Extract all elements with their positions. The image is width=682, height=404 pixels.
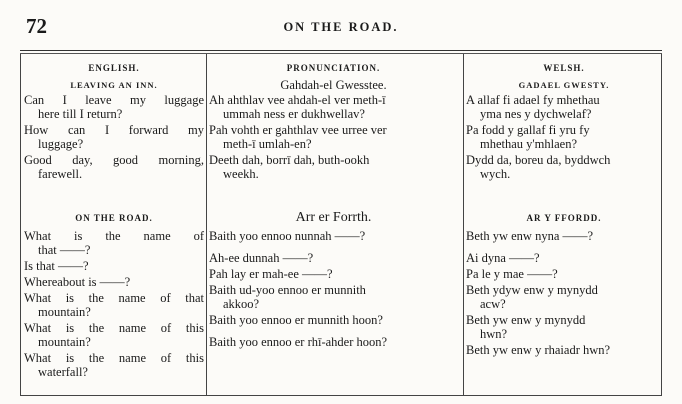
- phrase-line: yma nes y dychwelaf?: [480, 107, 592, 121]
- phrase-line: mountain?: [38, 305, 91, 319]
- phrase-line: Dydd da, boreu da, byddwch: [466, 153, 611, 167]
- section-heading: AR Y FFORDD.: [526, 213, 602, 223]
- phrase-line: Baith yoo ennoo er munnith hoon?: [209, 313, 383, 327]
- phrase-line: What is the name of: [24, 229, 204, 243]
- phrase-line: waterfall?: [38, 365, 88, 379]
- phrase-line: meth-ī umlah-en?: [223, 137, 312, 151]
- phrase-entry: [209, 251, 458, 265]
- section-heading: Gahdah-el Gwesstee.: [280, 78, 387, 92]
- phrase-line: that ——?: [38, 243, 91, 257]
- phrase-line: Pah vohth er gahthlav vee urree ver: [209, 123, 387, 137]
- running-head: ON THE ROAD.: [283, 20, 399, 34]
- phrase-line: mountain?: [38, 335, 91, 349]
- phrase-line: Beth yw enw y rhaiadr hwn?: [466, 343, 611, 357]
- column-rule: [20, 54, 21, 395]
- page-number: 72: [26, 14, 47, 38]
- phrase-entry: [24, 259, 204, 273]
- phrase-entry: [466, 283, 662, 311]
- phrase-entry: [24, 351, 204, 379]
- phrase-line: luggage?: [38, 137, 84, 151]
- english-column: [24, 56, 204, 395]
- phrase-line: ummah ness er dukhwellav?: [223, 107, 365, 121]
- phrase-line: Pa le y mae ——?: [466, 267, 558, 281]
- phrase-entry: [209, 123, 458, 151]
- phrase-entry: [24, 123, 204, 151]
- phrase-line: farewell.: [38, 167, 83, 181]
- phrase-line: mhethau y'mhlaen?: [480, 137, 578, 151]
- phrase-line: Beth yw enw nyna ——?: [466, 229, 594, 243]
- phrase-line: Good day, good morning,: [24, 153, 204, 167]
- phrase-line: Is that ——?: [24, 259, 89, 273]
- phrase-entry: [24, 229, 204, 257]
- phrase-entry: [24, 93, 204, 121]
- phrase-entry: [466, 153, 662, 181]
- section-heading: LEAVING AN INN.: [70, 80, 158, 90]
- column-heading: PRONUNCIATION.: [286, 63, 381, 73]
- phrase-entry: [24, 321, 204, 349]
- section-heading: GADAEL GWESTY.: [518, 80, 610, 90]
- phrase-entry: [466, 267, 662, 281]
- phrase-entry: [24, 153, 204, 181]
- pronunciation-column: [209, 56, 458, 395]
- phrase-entry: [209, 93, 458, 121]
- phrase-line: Pa fodd y gallaf fi yru fy: [466, 123, 590, 137]
- column-heading: ENGLISH.: [88, 63, 140, 73]
- phrase-line: Ah ahthlav vee ahdah-el ver meth-ī: [209, 93, 386, 107]
- phrase-entry: [209, 267, 458, 281]
- phrase-line: weekh.: [223, 167, 259, 181]
- phrase-line: acw?: [480, 297, 506, 311]
- phrase-entry: [24, 275, 204, 289]
- phrase-line: hwn?: [480, 327, 508, 341]
- phrase-line: Baith yoo ennoo er rhī-ahder hoon?: [209, 335, 388, 349]
- section-heading: Arr er Forrth.: [295, 210, 372, 225]
- phrase-line: Whereabout is ——?: [24, 275, 131, 289]
- phrase-line: here till I return?: [38, 107, 123, 121]
- phrase-entry: [466, 93, 662, 121]
- phrase-entry: [209, 313, 458, 333]
- phrase-line: Baith ud-yoo ennoo er munnith: [209, 283, 366, 297]
- phrase-entry: [24, 291, 204, 319]
- table-bottom-rule: [20, 395, 662, 396]
- page-header: [26, 14, 656, 38]
- phrase-line: Beth yw enw y mynydd: [466, 313, 586, 327]
- phrase-entry: [209, 229, 458, 249]
- phrase-line: How can I forward my: [24, 123, 204, 137]
- phrase-line: akkoo?: [223, 297, 260, 311]
- phrase-line: Baith yoo ennoo nunnah ——?: [209, 229, 366, 243]
- phrase-line: Deeth dah, borrī dah, buth-ookh: [209, 153, 370, 167]
- phrase-line: What is the name of this: [24, 351, 204, 365]
- phrase-line: wych.: [480, 167, 511, 181]
- phrase-entry: [209, 283, 458, 311]
- phrase-line: Pah lay er mah-ee ——?: [209, 267, 333, 281]
- phrase-entry: [209, 335, 458, 349]
- phrase-line: Ah-ee dunnah ——?: [209, 251, 314, 265]
- phrase-entry: [466, 251, 662, 265]
- phrase-entry: [209, 153, 458, 181]
- column-rule: [206, 54, 207, 395]
- phrase-entry: [466, 229, 662, 249]
- column-rule: [463, 54, 464, 395]
- column-heading: WELSH.: [543, 63, 585, 73]
- table-top-rule: [20, 50, 662, 51]
- section-heading: ON THE ROAD.: [75, 213, 153, 223]
- phrase-line: Ai dyna ——?: [466, 251, 540, 265]
- phrase-line: What is the name of this: [24, 321, 204, 335]
- welsh-column: [466, 56, 662, 395]
- table-top-rule-inner: [20, 53, 662, 54]
- phrase-entry: [466, 123, 662, 151]
- phrase-entry: [466, 313, 662, 341]
- phrase-line: A allaf fi adael fy mhethau: [466, 93, 600, 107]
- phrase-entry: [466, 343, 662, 357]
- phrase-line: Can I leave my luggage: [24, 93, 204, 107]
- phrase-line: What is the name of that: [24, 291, 204, 305]
- phrase-line: Beth ydyw enw y mynydd: [466, 283, 598, 297]
